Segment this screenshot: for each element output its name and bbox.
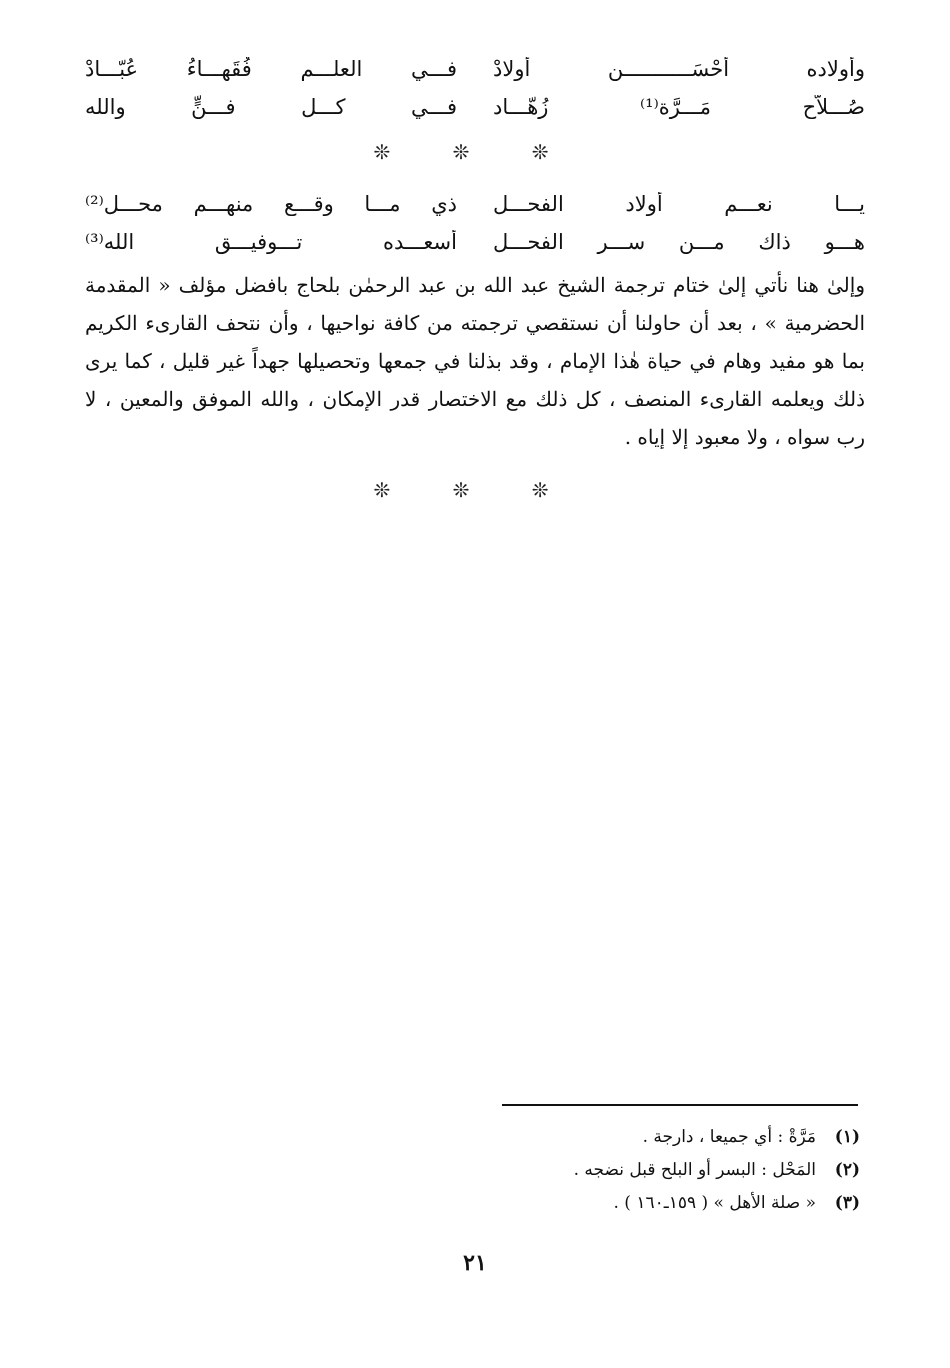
footnote-number: (٢): [834, 1159, 860, 1180]
footnote-number: (١): [834, 1126, 860, 1147]
verse-left-hemistich: فـــي كـــل فـــنٍّ والله: [85, 95, 457, 119]
footnote: [380, 1153, 860, 1186]
footnote-text: المَحْل : البسر أو البلح قبل نضجه .: [573, 1159, 816, 1180]
verse-line: [85, 185, 865, 223]
verse-line: [85, 223, 865, 261]
footnote-text: مَرَّةْ : أي جميعا ، دارجة .: [642, 1126, 816, 1147]
verse-left-hemistich: أسعـــده تـــوفيـــق الله⁽³⁾: [85, 230, 457, 254]
poem-block-1: [85, 50, 865, 126]
footnote-number: (٣): [834, 1192, 860, 1213]
verse-line: [85, 50, 865, 88]
poem-block-2: [85, 185, 865, 261]
section-separator: ❊ ❊ ❊: [373, 140, 577, 164]
verse-line: [85, 88, 865, 126]
body-text: [85, 266, 865, 456]
verse-right-hemistich: وأولاده أحْسَـــــــــــن أولادْ: [493, 57, 865, 81]
page-number: ٢١: [463, 1250, 487, 1276]
verse-right-hemistich: يـــا نعـــم أولاد الفحـــل: [493, 192, 865, 216]
verse-left-hemistich: ذي مـــا وقـــع منهـــم محـــل⁽²⁾: [85, 192, 457, 216]
verse-right-hemistich: صُـــلاّح مَـــرَّة⁽¹⁾ زُهّـــاد: [493, 95, 865, 119]
footnote-divider: [502, 1104, 858, 1106]
footnote-text: « صلة الأهل » ( ١٥٩ـ١٦٠ ) .: [613, 1192, 816, 1213]
footnote: [380, 1120, 860, 1153]
footnotes: [380, 1120, 860, 1219]
verse-right-hemistich: هـــو ذاك مـــن ســـر الفحـــل: [493, 230, 865, 254]
paragraph: وإلىٰ هنا نأتي إلىٰ ختام ترجمة الشيخ عبد الله بن عبد الرحمٰن بلحاج بافضل مؤلف « المقدمة الحضرمية » ، بعد أن حاولنا أن نستقصي ترجمته من كافة نواحيها ، وأن نتحف القارىء الكريم بما هو مفيد وهام في حياة هٰذا الإمام ، وقد بذلنا في جمعها وتحصيلها جهداً غير قليل ، كما يرى ذلك ويعلمه القارىء المنصف ، كل ذلك مع الاختصار قدر الإمكان ، والله الموفق والمعين ، لا رب سواه ، ولا معبود إلا إياه .: [85, 273, 865, 449]
verse-left-hemistich: فـــي العلـــم فُقَهـــاءُ عُبّـــادْ: [85, 57, 457, 81]
footnote: [380, 1186, 860, 1219]
section-separator: ❊ ❊ ❊: [373, 478, 577, 502]
